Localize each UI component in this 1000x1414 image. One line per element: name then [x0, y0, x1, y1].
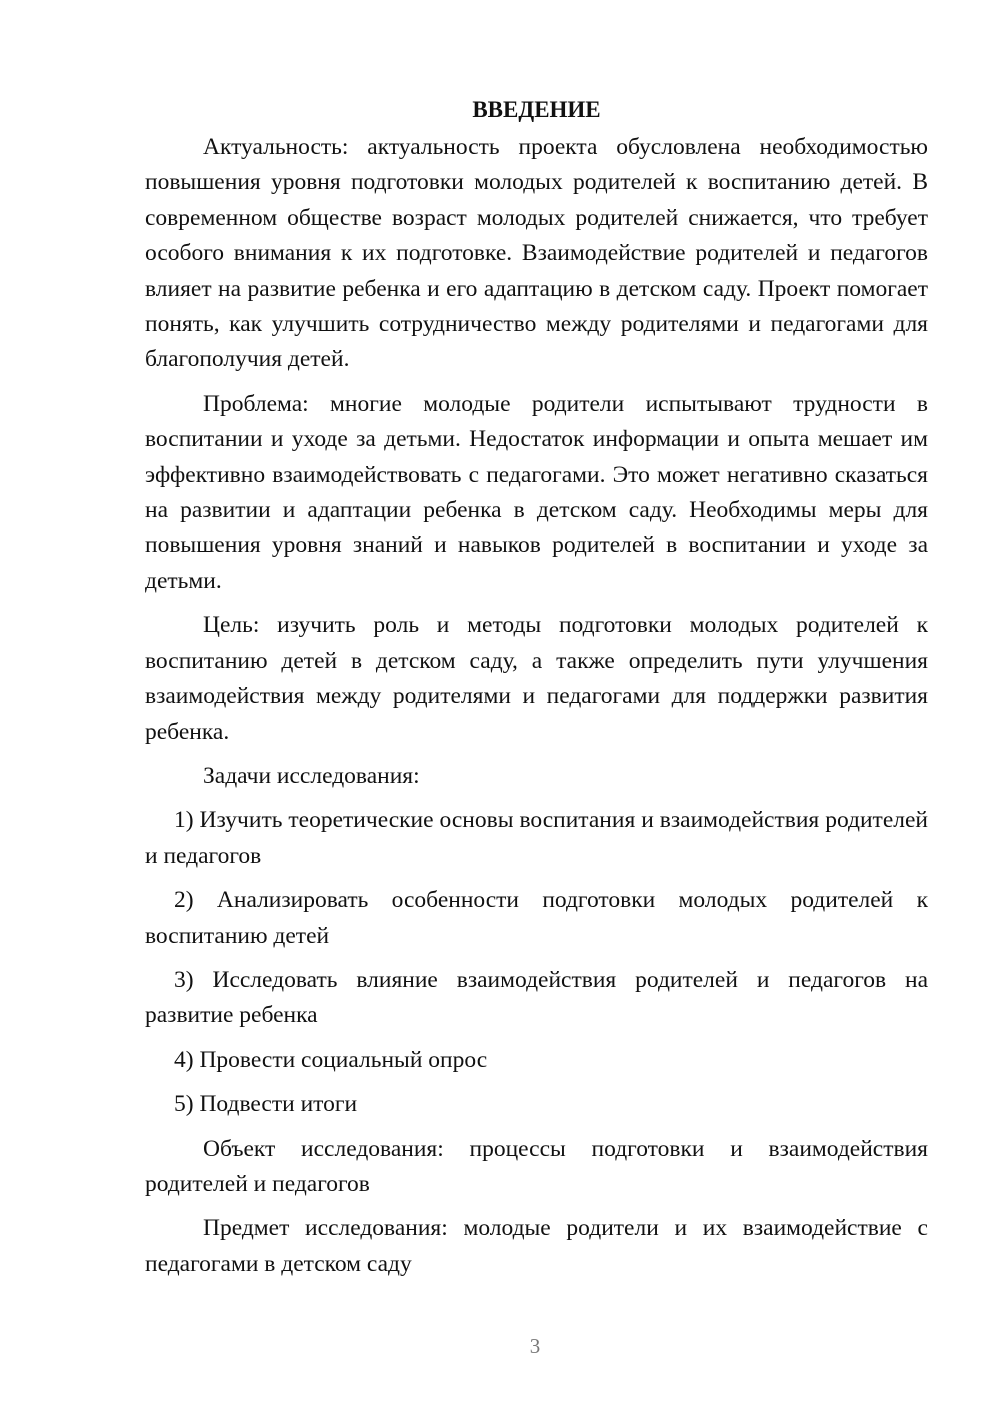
task-item-5: 5) Подвести итоги	[174, 1091, 358, 1118]
relevance-paragraph: Актуальность: актуальность проекта обусловлена необходимостью повышения уровня подготовки молодых родителей к воспитанию детей. В современном обществе возраст молодых родителей снижается, что требует особого внимания к их подготовке. Взаимодействие родителей и педагогов влияет на развитие ребенка и его адаптацию в детском саду. Проект помогает понять, как улучшить сотрудничество между родителями и педагогами для благополучия детей.	[145, 134, 928, 373]
section-heading: ВВЕДЕНИЕ	[472, 97, 601, 122]
object-paragraph: Объект исследования: процессы подготовки и взаимодействия родителей и педагогов	[145, 1135, 928, 1197]
page-number: 3	[529, 1334, 541, 1358]
goal-paragraph: Цель: изучить роль и методы подготовки молодых родителей к воспитанию детей в детском саду, а также определить пути улучшения взаимодействия между родителями и педагогами для поддержки развития ребенка.	[145, 612, 928, 745]
task-item-2: 2) Анализировать особенности подготовки молодых родителей к воспитанию детей	[145, 887, 928, 949]
task-item-4: 4) Провести социальный опрос	[174, 1046, 488, 1073]
tasks-list	[145, 803, 928, 1122]
tasks-heading: Задачи исследования:	[203, 762, 420, 789]
document-page	[145, 92, 928, 1282]
task-item-1: 1) Изучить теоретические основы воспитания и взаимодействия родителей и педагогов	[145, 807, 928, 869]
task-item-3: 3) Исследовать влияние взаимодействия родителей и педагогов на развитие ребенка	[145, 966, 928, 1029]
subject-paragraph: Предмет исследования: молодые родители и их взаимодействие с педагогами в детском саду	[145, 1215, 928, 1277]
problem-paragraph: Проблема: многие молодые родители испытывают трудности в воспитании и уходе за детьми. Недостаток информации и опыта мешает им эффективно взаимодействовать с педагогами. Это может негативно сказаться на развитии и адаптации ребенка в детском саду. Необходимы меры для повышения уровня знаний и навыков родителей в воспитании и уходе за детьми.	[145, 390, 928, 594]
